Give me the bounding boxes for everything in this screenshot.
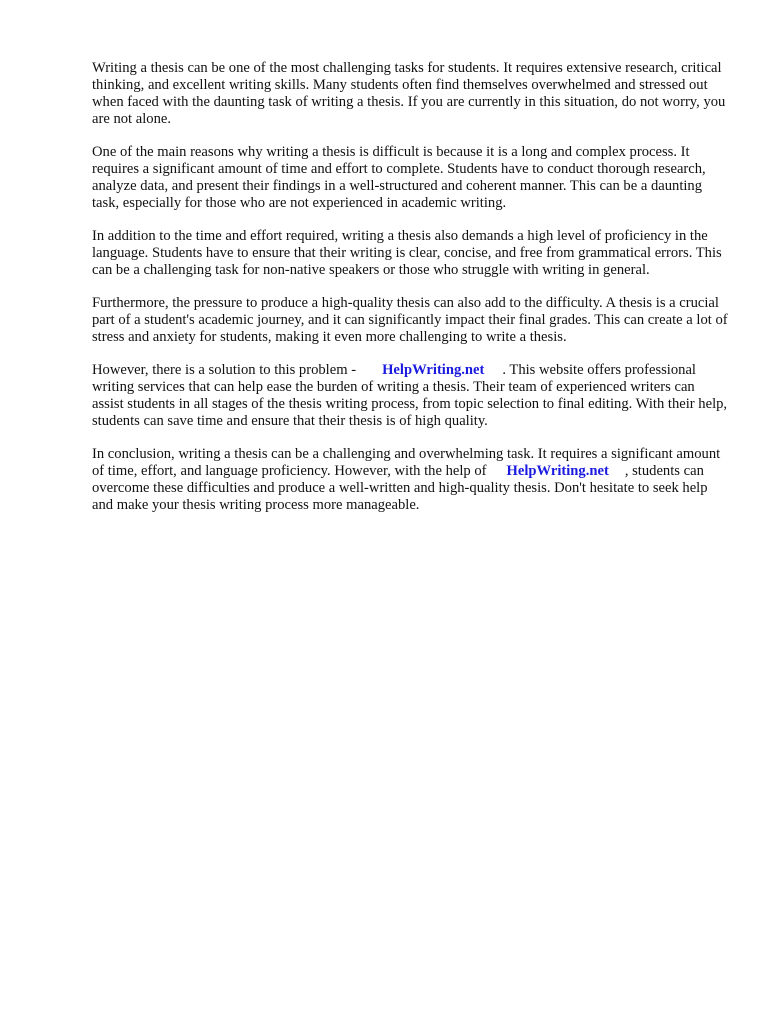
solution-text-before: However, there is a solution to this problem -: [92, 362, 357, 378]
helpwriting-link-1[interactable]: HelpWriting.net: [382, 362, 485, 378]
paragraph-language: In addition to the time and effort required, writing a thesis also demands a high level of proficiency in the language. Students have to ensure that their writing is clear, concise, and free from grammatical errors. This can be a challenging task for non-native speakers or those who struggle with writing in general.: [92, 228, 722, 278]
paragraph-intro: Writing a thesis can be one of the most challenging tasks for students. It requires extensive research, critical thinking, and excellent writing skills. Many students often find themselves overwhelmed and stressed out when faced with the daunting task of writing a thesis. If you are currently in this situation, do not worry, you are not alone.: [92, 60, 726, 127]
paragraph-pressure: Furthermore, the pressure to produce a high-quality thesis can also add to the difficulty. A thesis is a crucial part of a student's academic journey, and it can significantly impact their final grades. This can create a lot of stress and anxiety for students, making it even more challenging to write a thesis.: [92, 295, 728, 345]
paragraph-reasons: One of the main reasons why writing a thesis is difficult is because it is a long and complex process. It requires a significant amount of time and effort to complete. Students have to conduct thorough research, analyze data, and present their findings in a well-structured and coherent manner. This can be a daunting task, especially for those who are not experienced in academic writing.: [92, 144, 706, 211]
conclusion-text-after: , students can overcome these difficulties and produce a well-written and high-quality thesis. Don't hesitate to seek help and make your thesis writing process more manageable.: [92, 463, 708, 513]
document-body: [92, 60, 728, 530]
solution-text-after: . This website offers professional writing services that can help ease the burden of writing a thesis. Their team of experienced writers can assist students in all stages of the thesis writing process, from topic selection to final editing. With their help, students can save time and ensure that their thesis is of high quality.: [92, 362, 728, 429]
paragraph-conclusion: [92, 446, 728, 514]
helpwriting-link-2[interactable]: HelpWriting.net: [506, 463, 609, 479]
conclusion-text-before: In conclusion, writing a thesis can be a challenging and overwhelming task. It requires a significant amount of time, effort, and language proficiency. However, with the help of: [92, 446, 721, 479]
paragraph-solution: [92, 362, 728, 430]
